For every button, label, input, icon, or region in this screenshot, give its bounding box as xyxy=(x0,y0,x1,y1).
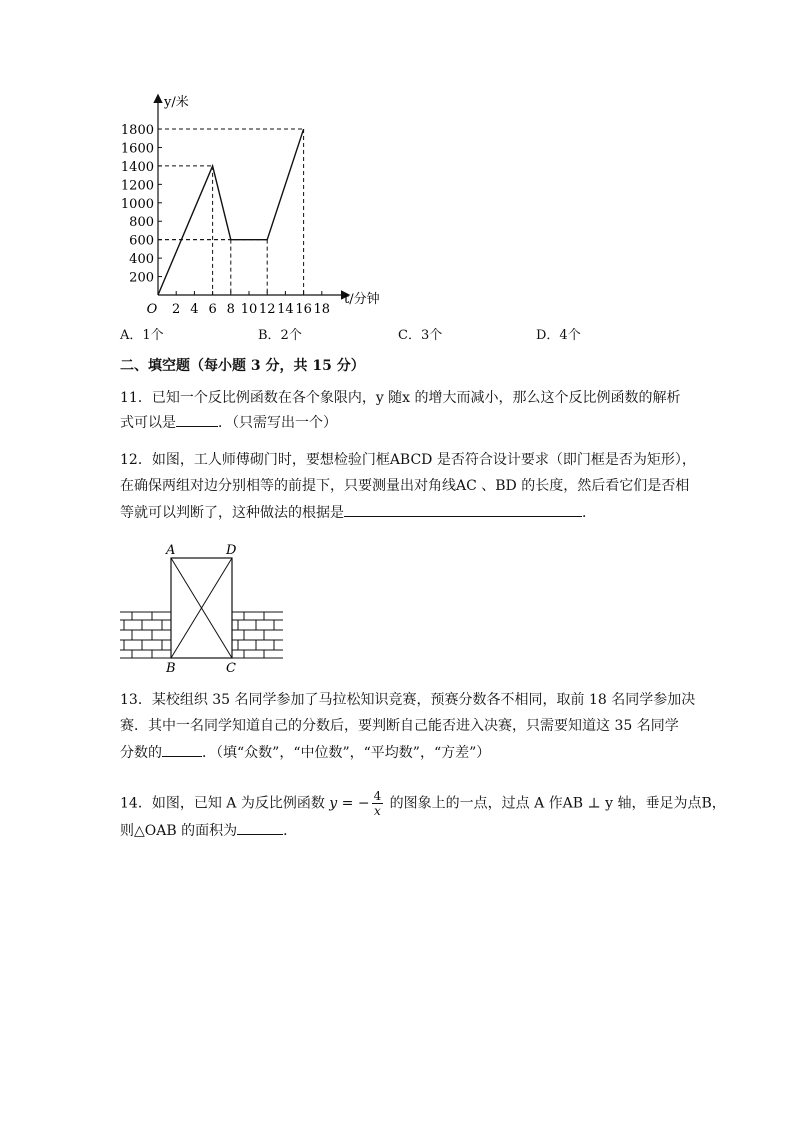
y-axis-label: y/米 xyxy=(164,95,189,110)
section-title: 二、填空题（每小题 3 分，共 15 分） xyxy=(120,358,365,374)
q13-line1: 13．某校组织 35 名同学参加了马拉松知识竞赛，预赛分数各不相同，取前 18 名同学参加决 xyxy=(120,692,696,708)
x-tick-label: 8 xyxy=(226,302,235,317)
q14-fraction-denominator: x xyxy=(373,804,381,818)
y-tick-label: 1800 xyxy=(120,123,154,139)
y-tick-label: 1000 xyxy=(120,196,154,212)
q12-answer-blank[interactable] xyxy=(344,502,582,517)
x-tick-label: 6 xyxy=(208,302,217,317)
q14-fraction xyxy=(372,789,384,818)
q14-answer-blank[interactable] xyxy=(237,820,283,835)
y-tick-label: 400 xyxy=(129,252,154,268)
q14-text-a: 14．如图，已知 A 为反比例函数 xyxy=(120,795,330,812)
label-d: D xyxy=(226,543,237,558)
q13-text-b: ．（填“众数”，“中位数”，“平均数”，“方差”） xyxy=(202,745,491,761)
q11-text-a: 式可以是 xyxy=(120,415,176,431)
q14-line1 xyxy=(120,789,726,818)
q11-line2 xyxy=(120,412,337,433)
distance-time-chart xyxy=(110,88,410,318)
y-tick-label: 200 xyxy=(129,270,154,286)
label-a: A xyxy=(166,543,176,558)
option-d: D．4个 xyxy=(536,328,581,343)
door-frame-figure xyxy=(118,540,288,676)
q13-line3 xyxy=(120,742,490,763)
x-tick-label: 4 xyxy=(190,302,199,317)
x-tick-label: 18 xyxy=(313,302,331,317)
q11-line1: 11．已知一个反比例函数在各个象限内，y 随x 的增大而减小，那么这个反比例函数的解析 xyxy=(120,390,681,406)
label-b: B xyxy=(166,661,176,676)
q14-text-c: 则△OAB 的面积为 xyxy=(120,823,238,839)
y-tick-label: 1600 xyxy=(120,141,154,157)
q13-line2: 赛．其中一名同学知道自己的分数后，要判断自己能否进入决赛，只需要知道这 35 名同学 xyxy=(120,718,679,734)
q12-line3 xyxy=(120,502,596,523)
option-c: C．3个 xyxy=(398,328,443,343)
x-tick-label: 14 xyxy=(277,302,294,317)
y-tick-label: 800 xyxy=(129,215,154,231)
y-tick-label: 1200 xyxy=(120,178,154,194)
brick-wall-right xyxy=(232,612,283,658)
q14-fraction-numerator: 4 xyxy=(373,789,382,803)
brick-wall-left xyxy=(120,612,171,658)
q14-text-b: 的图象上的一点，过点 A 作AB ⊥ y 轴，垂足为点B， xyxy=(385,795,726,812)
q14-line2 xyxy=(120,820,297,841)
option-a: A．1个 xyxy=(120,328,164,343)
q11-answer-blank[interactable] xyxy=(176,412,218,427)
x-axis-label: t/分钟 xyxy=(344,292,380,307)
q12-line1: 12．如图，工人师傅砌门时，要想检验门框ABCD 是否符合设计要求（即门框是否为矩形）， xyxy=(120,452,696,468)
option-b: B．2个 xyxy=(258,328,302,343)
x-tick-label: 2 xyxy=(172,302,181,317)
label-c: C xyxy=(226,661,236,676)
x-tick-label: 16 xyxy=(295,302,312,317)
q11-text-b: ．（只需写出一个） xyxy=(218,415,337,431)
q12-line2: 在确保两组对边分别相等的前提下，只要测量出对角线AC 、BD 的长度，然后看它们是否相 xyxy=(120,478,690,494)
q12-text-b: ． xyxy=(582,505,596,521)
q13-text-a: 分数的 xyxy=(120,745,162,761)
y-tick-label: 1400 xyxy=(120,159,154,175)
q14-equation-lhs: y = − xyxy=(329,795,370,812)
q13-answer-blank[interactable] xyxy=(162,742,202,757)
q14-text-d: ． xyxy=(283,823,298,839)
origin-label: O xyxy=(146,302,158,317)
y-tick-label: 600 xyxy=(129,233,154,249)
q12-text-a: 等就可以判断了，这种做法的根据是 xyxy=(120,505,344,521)
x-tick-label: 10 xyxy=(240,302,258,317)
x-tick-label: 12 xyxy=(258,302,276,317)
